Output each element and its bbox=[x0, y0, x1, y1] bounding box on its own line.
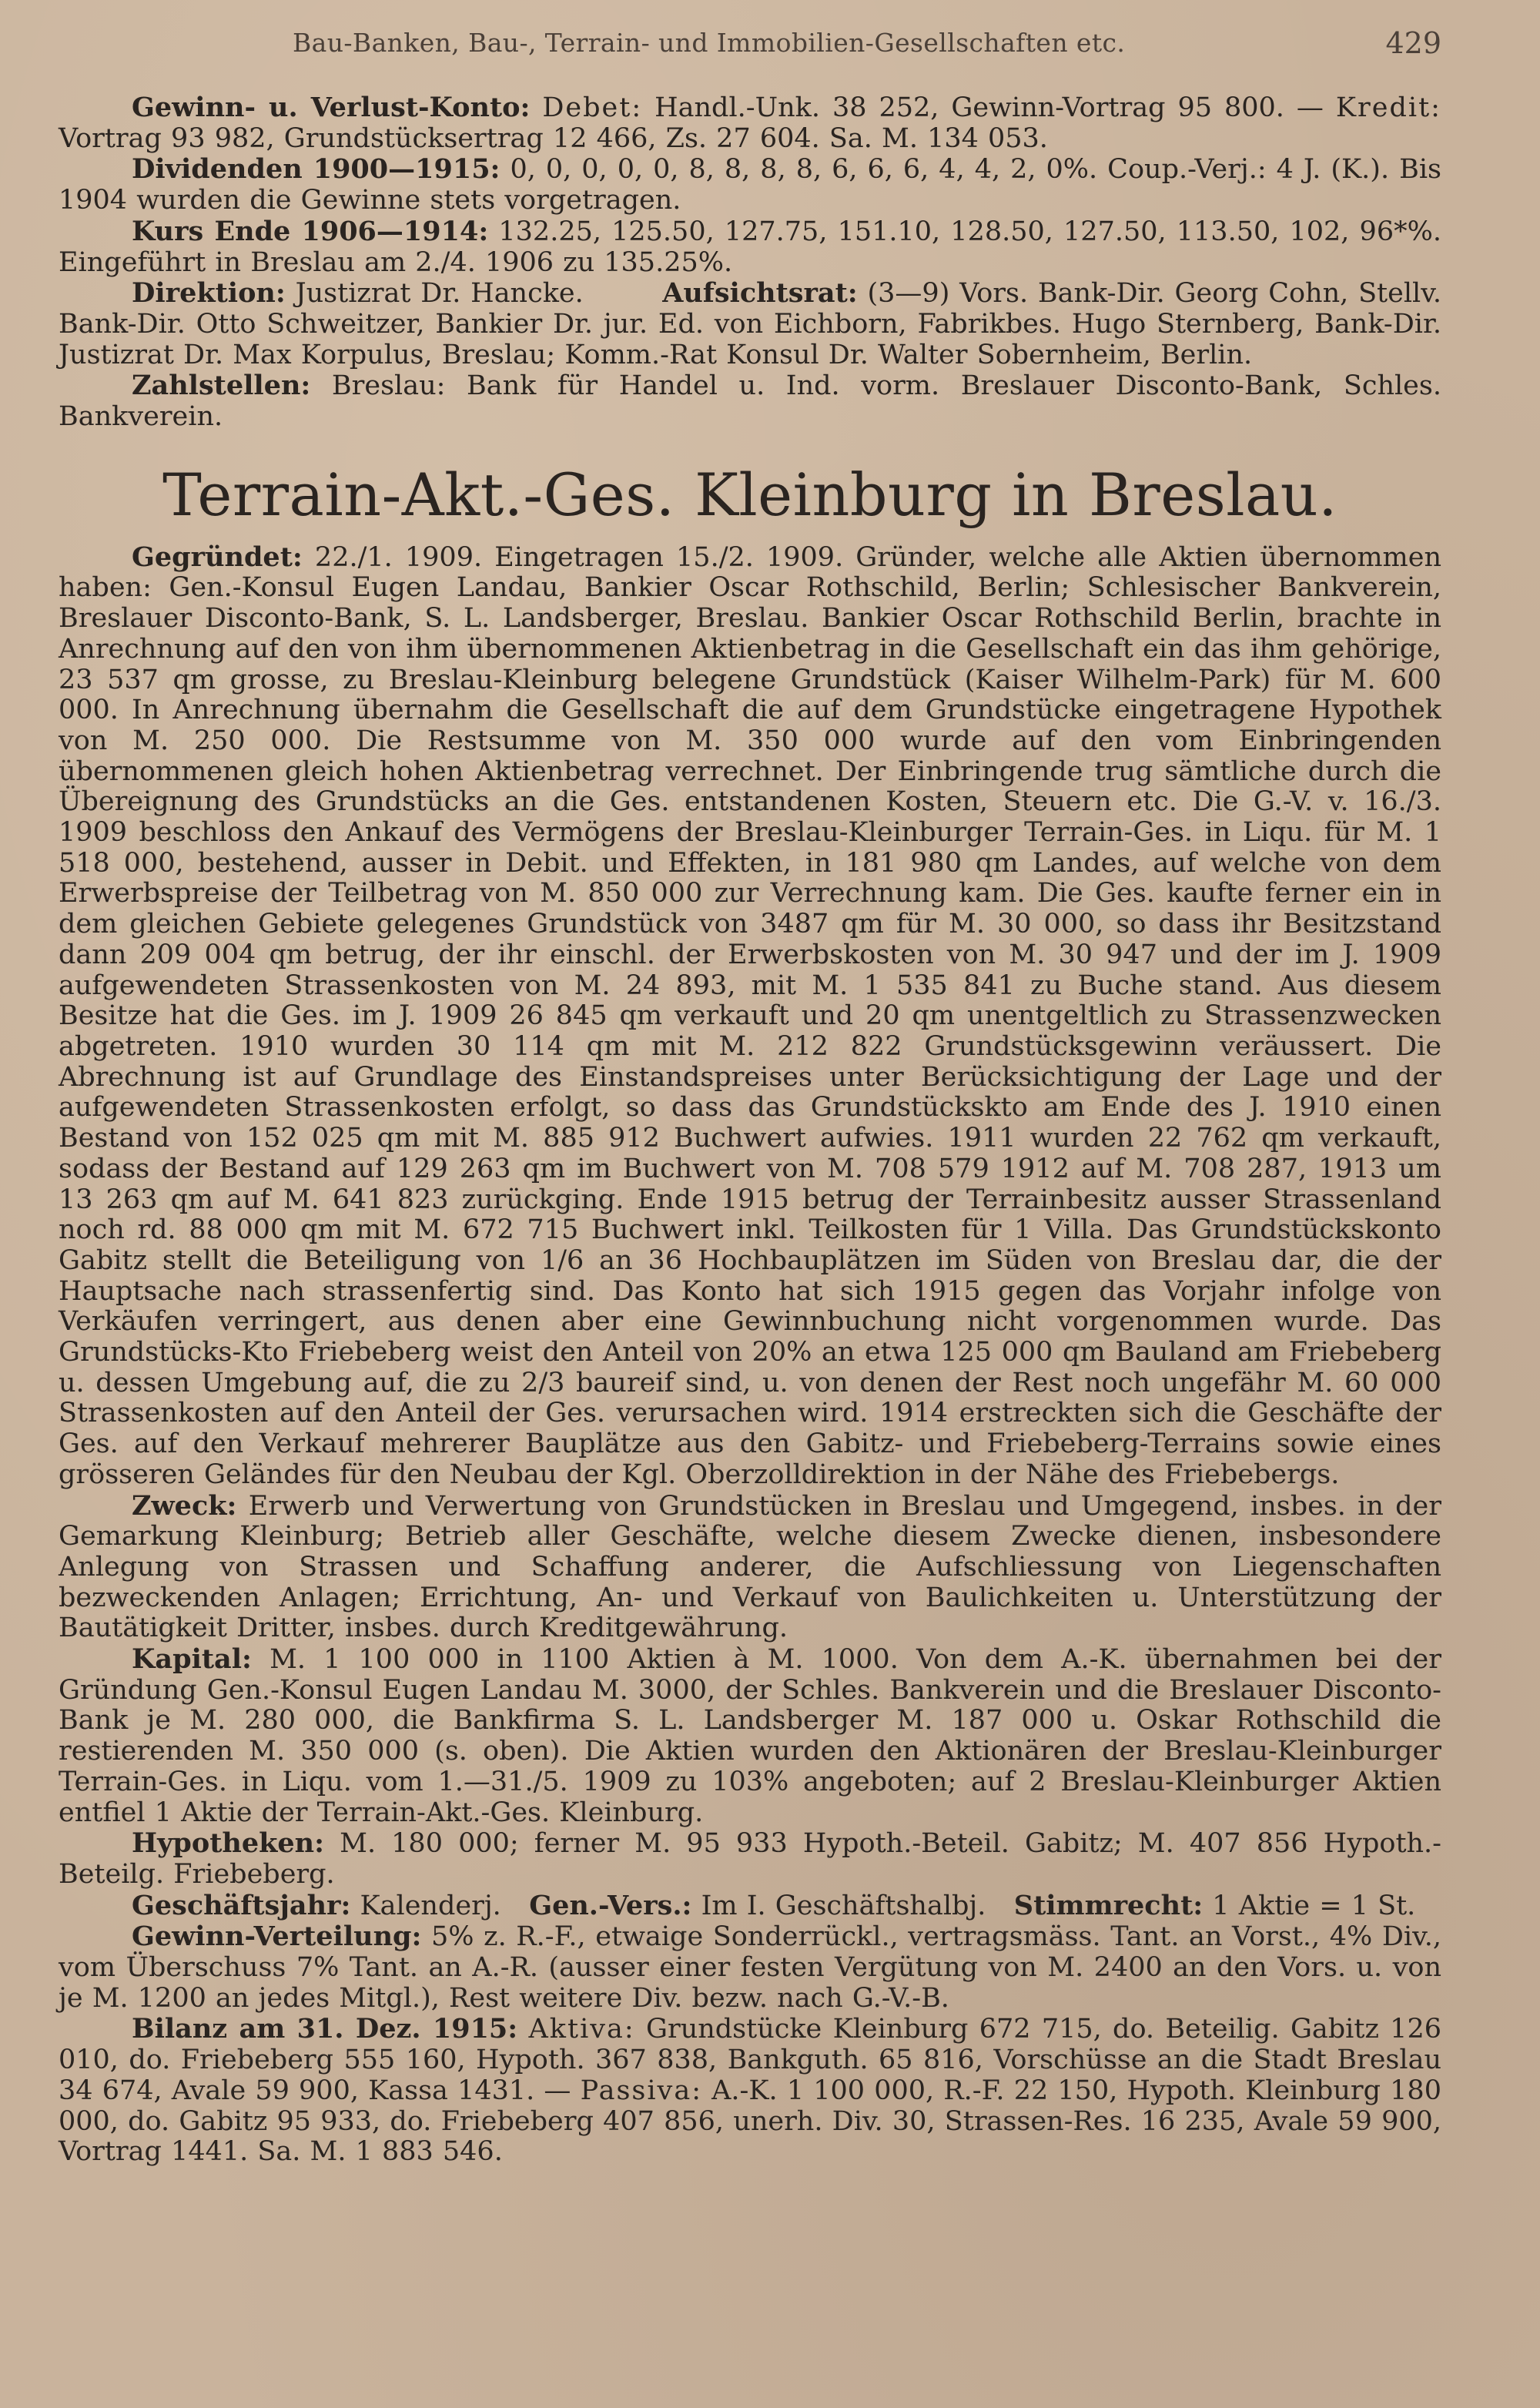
entry-text: Kalenderj. bbox=[360, 1890, 501, 1921]
entry-label: Direktion: bbox=[132, 277, 286, 310]
entry-text: Grundstücke Kleinburg 672 715, do. Beteilig. Gabitz 126 010, do. Friebeberg 555 160, Hypoth. 367 838, Bankguth. 65 816, Vorschüsse an die Stadt Breslau 34 674, Avale 59 900, Kassa 1431. — bbox=[59, 2014, 1441, 2106]
gewinn-verlust-entry bbox=[59, 92, 1441, 154]
zweck-entry bbox=[59, 1491, 1441, 1645]
entry-text: 22./1. 1909. Eingetragen 15./2. 1909. Gründer, welche alle Aktien übernommen haben: Gen.-Konsul Eugen Landau, Bankier Oscar Rothschild, Berlin; Schlesischer Bankverein, Breslauer Disconto-Bank, S. L. Landsberger, Breslau. Bankier Oscar Rothschild Berlin, brachte in Anrechnung auf den von ihm übernommenen Aktienbetrag in die Gesellschaft ein das ihm gehörige, 23 537 qm grosse, zu Breslau-Kleinburg belegene Grundstück (Kaiser Wilhelm-Park) für M. 600 000. In Anrechnung übernahm die Gesellschaft die auf dem Grundstücke eingetragene Hypothek von M. 250 000. Die Restsumme von M. 350 000 wurde auf den vom Einbringenden übernommenen gleich hohen Aktienbetrag verrechnet. Der Einbringende trug sämtliche durch die Übereignung des Grundstücks an die Ges. entstandenen Kosten, Steuern etc. Die G.-V. v. 16./3. 1909 beschloss den Ankauf des Vermögens der Breslau-Kleinburger Terrain-Ges. in Liqu. für M. 1 518 000, bestehend, ausser in Debit. und Effekten, in 181 980 qm Landes, auf welche von dem Erwerbspreise der Teilbetrag von M. 850 000 zur Verrechnung kam. Die Ges. kaufte ferner ein in dem gleichen Gebiete gelegenes Grundstück von 3487 qm für M. 30 000, so dass ihr Besitzstand dann 209 004 qm betrug, der ihr einschl. der Erwerbskosten von M. 30 947 und der im J. 1909 aufgewendeten Strassenkosten von M. 24 893, mit M. 1 535 841 zu Buche stand. Aus diesem Besitze hat die Ges. im J. 1909 26 845 qm verkauft und 20 qm unentgeltlich zu Strassenzwecken abgetreten. 1910 wurden 30 114 qm mit M. 212 822 Grundstücksgewinn veräussert. Die Abrechnung ist auf Grundlage des Einstandspreises unter Berücksichtigung der Lage und der aufgewendeten Strassenkosten erfolgt, so dass das Grundstückskto am Ende des J. 1910 einen Bestand von 152 025 qm mit M. 885 912 Buchwert aufwies. 1911 wurden 22 762 qm verkauft, sodass der Bestand auf 129 263 qm im Buchwert von M. 708 579 1912 auf M. 708 287, 1913 um 13 263 qm auf M. 641 823 zurückging. Ende 1915 betrug der Terrainbesitz ausser Strassenland noch rd. 88 000 qm mit M. 672 715 Buchwert inkl. Teilkosten für 1 Villa. Das Grundstückskonto Gabitz stellt die Beteiligung von 1/6 an 36 Hochbauplätzen im Süden von Breslau dar, die der Hauptsache nach strassenfertig sind. Das Konto hat sich 1915 gegen das Vorjahr infolge von Verkäufen verringert, aus denen aber eine Gewinnbuchung nicht vorgenommen wurde. Das Grundstücks-Kto Friebeberg weist den Anteil von 20% an etwa 125 000 qm Bauland am Friebeberg u. dessen Umgebung auf, die zu 2/3 baureif sind, u. von denen der Rest noch ungefähr M. 60 000 Strassenkosten auf den Anteil der Ges. verursachen wird. 1914 erstreckten sich die Geschäfte der Ges. auf den Verkauf mehrerer Bauplätze aus den Gabitz- und Friebeberg-Terrains sowie eines grösseren Geländes für den Neubau der Kgl. Oberzolldirektion in der Nähe des Friebebergs. bbox=[59, 541, 1441, 1490]
entry-label: Dividenden 1900—1915: bbox=[132, 153, 500, 186]
entry-text: M. 180 000; ferner M. 95 933 Hypoth.-Beteil. Gabitz; M. 407 856 Hypoth.-Beteilg. Friebeberg. bbox=[59, 1828, 1441, 1890]
gegruendet-entry bbox=[59, 542, 1441, 1491]
entry-text: 132.25, 125.50, 127.75, 151.10, 128.50, 127.50, 113.50, 102, 96*%. Eingeführt in Breslau am 2./4. 1906 zu 135.25%. bbox=[59, 216, 1441, 278]
entry-text: 1 Aktie = 1 St. bbox=[1212, 1890, 1416, 1921]
entry-label: Stimmrecht: bbox=[1013, 1889, 1204, 1921]
running-title: Bau-Banken, Bau-, Terrain- und Immobilien-Gesellschaften etc. bbox=[293, 28, 1126, 58]
entry-text: (3—9) Vors. Bank-Dir. Georg Cohn, Stellv. Bank-Dir. Otto Schweitzer, Bankier Dr. jur. Ed. von Eichborn, Fabrikbes. Hugo Sternberg, Bank-Dir. Justizrat Dr. Max Korpulus, Breslau; Komm.-Rat Konsul Dr. Walter Sobernheim, Berlin. bbox=[59, 278, 1441, 370]
page-header bbox=[62, 23, 1441, 66]
entry-text: 5% z. R.-F., etwaige Sonderrückl., vertragsmäss. Tant. an Vorst., 4% Div., vom Überschuss 7% Tant. an A.-R. (ausser einer festen Vergütung von M. 2400 an den Vors. u. von je M. 1200 an jedes Mitgl.), Rest weitere Div. bezw. nach G.-V.-B. bbox=[59, 1921, 1441, 2014]
entry-text: M. 1 100 000 in 1100 Aktien à M. 1000. Von dem A.-K. übernahmen bei der Gründung Gen.-Konsul Eugen Landau M. 3000, der Schles. Bankverein und die Breslauer Disconto-Bank je M. 280 000, die Bankfirma S. L. Landsberger M. 187 000 u. Oskar Rothschild die restierenden M. 350 000 (s. oben). Die Aktien wurden den Aktionären der Breslau-Kleinburger Terrain-Ges. in Liqu. vom 1.—31./5. 1909 zu 103% angeboten; auf 2 Breslau-Kleinburger Aktien entfiel 1 Aktie der Terrain-Akt.-Ges. Kleinburg. bbox=[59, 1644, 1441, 1828]
bilanz-entry bbox=[59, 2014, 1441, 2168]
kurs-entry bbox=[59, 216, 1441, 278]
entry-label: Gen.-Vers.: bbox=[529, 1889, 692, 1921]
hypotheken-entry bbox=[59, 1828, 1441, 1890]
zahlstellen-entry bbox=[59, 370, 1441, 432]
entry-label: Gegründet: bbox=[132, 541, 303, 573]
entry-text: Vortrag 93 982, Grundstücksertrag 12 466, Zs. 27 604. Sa. M. 134 053. bbox=[59, 122, 1048, 154]
entry-text: Im I. Geschäftshalbj. bbox=[701, 1890, 986, 1921]
entry-label: Kapital: bbox=[132, 1643, 252, 1676]
entry-text: Breslau: Bank für Handel u. Ind. vorm. Breslauer Disconto-Bank, Schles. Bankverein. bbox=[59, 370, 1441, 433]
entry-text: Handl.-Unk. 38 252, Gewinn-Vortrag 95 800. — bbox=[654, 92, 1324, 123]
entry-text: A.-K. 1 100 000, R.-F. 22 150, Hypoth. Kleinburg 180 000, do. Gabitz 95 933, do. Friebeberg 407 856, unerh. Div. 30, Strassen-Res. 16 235, Avale 59 900, Vortrag 1441. Sa. M. 1 883 546. bbox=[59, 2075, 1441, 2168]
entry-label: Zahlstellen: bbox=[132, 370, 311, 402]
kredit-word: Kredit: bbox=[1335, 92, 1441, 123]
debet-word: Debet: bbox=[542, 92, 643, 123]
page-number: 429 bbox=[1385, 26, 1441, 60]
passiva-word: Passiva: bbox=[580, 2075, 702, 2106]
entry-label: Hypotheken: bbox=[132, 1827, 324, 1860]
geschaeftsjahr-entry bbox=[59, 1891, 1441, 1922]
entry-label: Zweck: bbox=[132, 1489, 237, 1522]
entry-label: Aufsichtsrat: bbox=[662, 277, 858, 310]
page-content bbox=[59, 92, 1441, 2168]
entry-label: Kurs Ende 1906—1914: bbox=[132, 215, 489, 247]
entry-text: 0, 0, 0, 0, 0, 8, 8, 8, 8, 6, 6, 6, 4, 4, 2, 0%. Coup.-Verj.: 4 J. (K.). Bis 1904 wurden die Gewinne stets vorgetragen. bbox=[59, 154, 1441, 216]
aktiva-word: Aktiva: bbox=[528, 2014, 635, 2045]
dividenden-entry bbox=[59, 154, 1441, 216]
entry-text: Justizrat Dr. Hancke. bbox=[295, 278, 584, 310]
kapital-entry bbox=[59, 1644, 1441, 1828]
entry-label: Gewinn- u. Verlust-Konto: bbox=[132, 92, 531, 123]
entry-label: Bilanz am 31. Dez. 1915: bbox=[132, 2013, 518, 2045]
entry-label: Geschäftsjahr: bbox=[132, 1889, 351, 1921]
direktion-entry bbox=[59, 278, 1441, 370]
company-heading: Terrain-Akt.-Ges. Kleinburg in Breslau. bbox=[162, 460, 1337, 529]
entry-text: Erwerb und Verwertung von Grundstücken in Breslau und Umgegend, insbes. in der Gemarkung Kleinburg; Betrieb aller Geschäfte, welche diesem Zwecke dienen, insbesondere Anlegung von Strassen und Schaffung anderer, die Aufschliessung von Liegenschaften bezweckenden Anlagen; Errichtung, An- und Verkauf von Baulichkeiten u. Unterstützung der Bautätigkeit Dritter, insbes. durch Kreditgewährung. bbox=[59, 1490, 1441, 1644]
entry-label: Gewinn-Verteilung: bbox=[132, 1921, 422, 1953]
gewinn-verteilung-entry bbox=[59, 1921, 1441, 2014]
